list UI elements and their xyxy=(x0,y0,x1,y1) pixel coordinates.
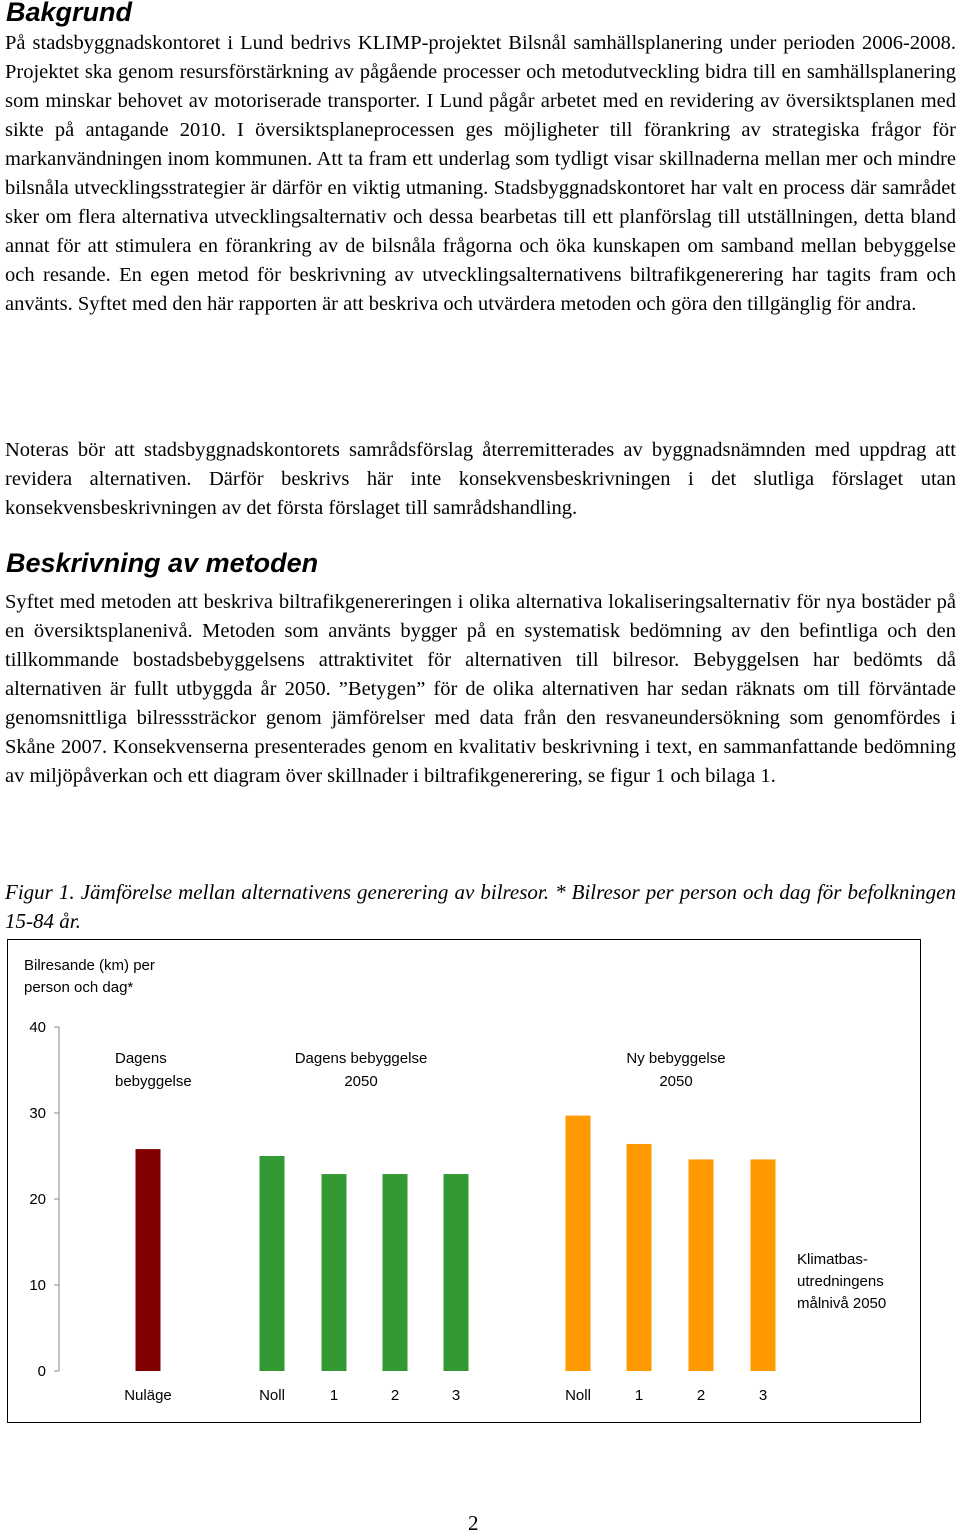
x-tick-label: Nuläge xyxy=(124,1387,172,1404)
group-label: Dagens xyxy=(115,1050,167,1067)
figure-caption: Figur 1. Jämförelse mellan alternativens generering av bilresor. * Bilresor per person och dag för befolkningen 15-84 år. xyxy=(5,880,956,933)
x-tick-label: 1 xyxy=(329,1387,339,1404)
heading-beskrivning-av-metoden: Beskrivning av metoden xyxy=(6,548,319,578)
bar-2 xyxy=(689,1159,714,1371)
heading-bakgrund: Bakgrund xyxy=(6,0,133,27)
bar-1 xyxy=(627,1144,652,1371)
paragraph-bakgrund-1: På stadsbyggnadskontoret i Lund bedrivs KLIMP-projektet Bilsnål samhällsplanering under perioden 2006-2008. Projektet ska genom resursförstärkning av pågående processer och metodutveckling bidra till en samhällsplanering som minskar behovet av motoriserade transporter. I Lund pågår arbetet med en revidering av översiktsplanen med sikte på antagande 2010. I översiktsplaneprocessen ges möjligheter till förankring av strategiska frågor för markanvändningen inom kommunen. Att ta fram ett underlag som tydligt visar skillnaderna mellan mer och mindre bilsnåla utvecklingsstrategier är därför en viktig utmaning. Stadsbyggnadskontoret har valt en process där samrådet sker om flera alternativa utvecklingsalternativ och dessa bearbetas till ett planförslag till utställningen, detta bland annat för att stimulera en förankring av de bilsnåla frågorna och öka kunskapen om samband mellan bebyggelse och resande. En egen metod för beskrivning av utvecklingsalternativens biltrafikgenerering har tagits fram och använts. Syftet med den här rapporten är att beskriva och utvärdera metoden och göra den tillgänglig för andra. xyxy=(5,32,956,315)
annotation-klimatbas: målnivå 2050 xyxy=(797,1295,887,1312)
group-label: 2050 xyxy=(344,1073,378,1090)
x-tick-label: Noll xyxy=(259,1387,285,1404)
paragraph-metoden: Syftet med metoden att beskriva biltrafikgenereringen i olika alternativa lokaliseringsalternativ för nya bostäder på en översiktsplanenivå. Metoden som använts bygger på en systematisk bedömning av den befintliga och den tillkommande bostadsbebyggelsens attraktivitet för alternativen till bilresor. Bebyggelsen har bedömts då alternativen är fullt utbyggda år 2050. ”Betygen” för de olika alternativen har sedan räknats om till förväntade genomsnittliga bilresssträckor genom jämförelser med data från den resvaneundersökning som genomfördes i Skåne 2007. Konsekvenserna presenterades genom en kvalitativ beskrivning i text, en sammanfattande bedömning av miljöpåverkan och ett diagram över skillnader i biltrafikgenerering, se figur 1 och bilaga 1. xyxy=(5,591,956,787)
x-tick-label: 2 xyxy=(696,1387,706,1404)
bar-3 xyxy=(751,1159,776,1371)
x-tick-label: 2 xyxy=(390,1387,400,1404)
bar-1 xyxy=(322,1174,347,1371)
group-label: bebyggelse xyxy=(115,1073,192,1090)
page-number: 2 xyxy=(468,1511,479,1535)
y-tick-label: 30 xyxy=(29,1105,46,1122)
group-label: 2050 xyxy=(659,1073,693,1090)
y-tick-label: 20 xyxy=(29,1191,46,1208)
y-tick-label: 40 xyxy=(29,1019,46,1036)
x-tick-label: 1 xyxy=(634,1387,644,1404)
y-axis-label: person och dag* xyxy=(24,979,134,996)
x-tick-label: 3 xyxy=(451,1387,461,1404)
bar-chart xyxy=(7,939,921,1423)
bar-noll xyxy=(260,1156,285,1371)
y-tick-label: 0 xyxy=(37,1363,46,1380)
bar-2 xyxy=(383,1174,408,1371)
annotation-klimatbas: Klimatbas- xyxy=(797,1251,868,1268)
annotation-klimatbas: utredningens xyxy=(797,1273,884,1290)
bar-nuläge xyxy=(136,1149,161,1371)
x-tick-label: 3 xyxy=(758,1387,768,1404)
y-axis-label: Bilresande (km) per xyxy=(24,957,155,974)
paragraph-bakgrund-2: Noteras bör att stadsbyggnadskontorets samrådsförslag återremitterades av byggnadsnämnden med uppdrag att revidera alternativen. Därför beskrivs här inte konsekvensbeskrivningen i det slutliga förslaget utan konsekvensbeskrivningen av det första förslaget till samrådshandling. xyxy=(5,439,956,519)
y-tick-label: 10 xyxy=(29,1277,46,1294)
bar-3 xyxy=(444,1174,469,1371)
chart-figure-1 xyxy=(7,939,921,1423)
bar-noll xyxy=(566,1116,591,1371)
group-label: Ny bebyggelse xyxy=(626,1050,726,1067)
x-tick-label: Noll xyxy=(565,1387,591,1404)
group-label: Dagens bebyggelse xyxy=(294,1050,428,1067)
